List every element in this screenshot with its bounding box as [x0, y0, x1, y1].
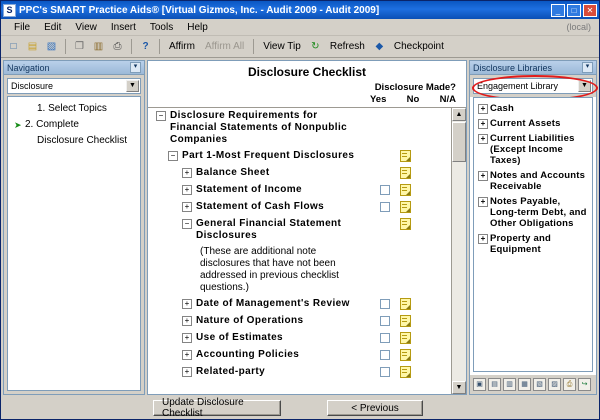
checkbox-yes[interactable]	[360, 111, 370, 121]
cut-icon[interactable]: ▥	[503, 378, 516, 391]
checklist-row-label: Part 1-Most Frequent Disclosures	[182, 150, 355, 161]
window-title: PPC's SMART Practice Aids® [Virtual Gizmos, Inc. - Audit 2009 - Audit 2009]	[19, 4, 380, 16]
note-icon[interactable]	[400, 184, 411, 196]
properties-icon[interactable]: ▨	[548, 378, 561, 391]
checklist-row-controls	[356, 349, 452, 361]
checklist-row[interactable]	[148, 199, 452, 216]
checkbox-yes[interactable]	[360, 316, 370, 326]
expander-icon[interactable]: +	[182, 185, 192, 195]
note-icon[interactable]	[400, 150, 411, 162]
navigation-panel-title: Navigation	[7, 62, 50, 73]
checkbox-no[interactable]	[380, 168, 390, 178]
column-header-na: N/A	[439, 94, 456, 105]
menu-bar	[1, 19, 599, 36]
save-icon[interactable]: ▧	[46, 41, 57, 52]
minimize-button[interactable]: _	[551, 4, 565, 17]
step-marker-1	[26, 103, 37, 115]
note-icon[interactable]	[400, 332, 411, 344]
library-dropdown-value: Engagement Library	[477, 81, 559, 91]
libraries-panel-header	[470, 61, 596, 75]
library-item[interactable]	[476, 131, 590, 168]
checklist-row-label: Statement of Cash Flows	[196, 201, 325, 212]
print-icon[interactable]: ⎙	[563, 378, 576, 391]
navigation-steps-list	[7, 96, 141, 391]
checklist-row[interactable]	[148, 165, 452, 182]
checklist-row-note-text: (These are additional note disclosures that have not been addressed in previous checklist questions.)	[200, 246, 339, 293]
menu-item-file[interactable]: File	[14, 21, 31, 33]
checklist-row-label: Related-party	[196, 366, 266, 377]
column-header-no: No	[406, 94, 420, 105]
checkbox-na[interactable]	[380, 333, 390, 343]
library-item-label: Notes and Accounts Receivable	[490, 170, 586, 192]
library-item-label: Notes Payable, Long-term Debt, and Other Obligations	[490, 196, 587, 229]
view-tip-button[interactable]: View Tip	[263, 41, 301, 52]
note-icon[interactable]	[400, 218, 411, 230]
checkbox-no[interactable]	[380, 151, 390, 161]
checklist-row[interactable]	[148, 216, 452, 244]
checkbox-yes[interactable]	[360, 168, 370, 178]
checklist-rows	[148, 108, 452, 394]
checklist-row-label: Balance Sheet	[196, 167, 270, 178]
expander-icon[interactable]: +	[478, 197, 488, 207]
checklist-row[interactable]	[148, 296, 452, 313]
checkbox-na[interactable]	[380, 185, 390, 195]
step-marker-3	[26, 135, 37, 147]
checklist-row[interactable]	[148, 364, 452, 381]
disclosure-libraries-panel	[469, 60, 597, 395]
checklist-row-controls	[356, 298, 452, 310]
menu-item-help[interactable]: Help	[187, 21, 208, 33]
print-icon[interactable]: ⎙	[113, 41, 122, 52]
checkbox-yes[interactable]	[360, 350, 370, 360]
library-item[interactable]	[476, 101, 590, 116]
checkbox-na[interactable]	[400, 111, 410, 121]
note-icon[interactable]	[400, 167, 411, 179]
toolbar-separator	[65, 39, 66, 54]
library-item[interactable]	[476, 116, 590, 131]
checklist-row-controls	[356, 332, 452, 344]
expander-icon[interactable]: −	[182, 219, 192, 229]
disclosure-made-header	[148, 82, 466, 93]
checklist-scrollbar[interactable]	[451, 108, 466, 394]
previous-button[interactable]: < Previous	[327, 400, 423, 416]
checklist-row-label: Nature of Operations	[196, 315, 304, 326]
current-step-arrow-icon: ➤	[14, 120, 22, 130]
chevron-down-icon[interactable]: ▼	[578, 80, 591, 92]
navigation-combo-row	[4, 75, 144, 96]
affirm-all-button[interactable]: Affirm All	[204, 41, 245, 52]
library-item[interactable]	[476, 231, 590, 257]
expander-icon[interactable]: +	[182, 168, 192, 178]
checkbox-no[interactable]	[380, 111, 390, 121]
main-body	[1, 58, 599, 397]
sidebar-item-label: 1. Select Topics	[37, 103, 107, 114]
checklist-row-controls	[356, 201, 452, 213]
checkbox-na[interactable]	[380, 316, 390, 326]
yes-no-na-header	[148, 93, 466, 105]
checklist-row[interactable]	[148, 148, 452, 165]
new-library-icon[interactable]: ▣	[473, 378, 486, 391]
checkbox-no[interactable]	[380, 219, 390, 229]
checklist-row-label: General Financial Statement Disclosures	[196, 218, 342, 241]
open-folder-icon[interactable]: ▤	[27, 41, 38, 52]
checklist-note-row	[148, 244, 452, 296]
new-icon[interactable]: □	[10, 41, 17, 52]
checkbox-na[interactable]	[380, 350, 390, 360]
footer-bar	[1, 397, 599, 419]
navigation-panel	[3, 60, 145, 395]
note-icon[interactable]	[400, 315, 411, 327]
paste-icon[interactable]: ▥	[93, 41, 104, 52]
library-item-label: Property and Equipment	[490, 233, 551, 255]
checklist-row-label: Use of Estimates	[196, 332, 283, 343]
note-icon[interactable]	[400, 349, 411, 361]
menu-item-insert[interactable]: Insert	[110, 21, 136, 33]
libraries-panel-title: Disclosure Libraries	[473, 62, 553, 73]
expander-icon[interactable]: −	[168, 151, 178, 161]
expander-icon[interactable]: −	[156, 111, 166, 121]
copy-icon[interactable]: ❐	[75, 41, 84, 52]
checkpoint-button[interactable]: Checkpoint	[393, 41, 444, 52]
expander-icon[interactable]: +	[478, 234, 488, 244]
sidebar-item-complete[interactable]	[10, 117, 138, 133]
checkbox-na[interactable]	[380, 367, 390, 377]
checklist-scroll-area	[148, 107, 466, 394]
sidebar-item-label: Disclosure Checklist	[37, 135, 128, 146]
checklist-row-controls	[356, 218, 452, 230]
checklist-row-controls	[356, 366, 452, 378]
checklist-row-label: Date of Management's Review	[196, 298, 350, 309]
refresh-button[interactable]: Refresh	[329, 41, 365, 52]
expander-icon[interactable]: +	[182, 367, 192, 377]
chevron-down-icon[interactable]: ▼	[126, 80, 139, 92]
checklist-row[interactable]	[148, 313, 452, 330]
update-disclosure-checklist-button[interactable]: Update Disclosure Checklist	[153, 400, 281, 416]
checkbox-na[interactable]	[380, 299, 390, 309]
library-item[interactable]	[476, 168, 590, 194]
navigation-dropdown[interactable]	[7, 78, 141, 94]
checklist-row[interactable]	[148, 347, 452, 364]
library-item-label: Current Assets	[490, 118, 561, 129]
checklist-row[interactable]	[148, 182, 452, 199]
disclosure-made-label: Disclosure Made?	[374, 82, 456, 93]
library-items-list	[473, 97, 593, 372]
scroll-down-button[interactable]: ▼	[452, 381, 466, 394]
checkbox-yes[interactable]	[360, 185, 370, 195]
checklist-row-label: Disclosure Requirements for Financial Statements of Nonpublic Companies	[170, 110, 348, 145]
sidebar-item-select-topics[interactable]	[10, 101, 138, 117]
affirm-button[interactable]: Affirm	[169, 41, 195, 52]
library-item-label: Cash	[490, 103, 515, 114]
expander-icon[interactable]: +	[182, 299, 192, 309]
library-dropdown[interactable]	[473, 78, 593, 94]
checkbox-yes[interactable]	[360, 367, 370, 377]
checkbox-yes[interactable]	[360, 333, 370, 343]
checkbox-yes[interactable]	[360, 219, 370, 229]
library-toolbar	[470, 375, 596, 394]
checklist-row[interactable]	[148, 330, 452, 347]
toolbar-separator-4	[253, 39, 254, 54]
expander-icon[interactable]: +	[478, 134, 488, 144]
sidebar-item-disclosure-checklist[interactable]	[10, 133, 138, 149]
refresh-icon[interactable]: ↻	[311, 41, 320, 52]
library-combo-row	[470, 75, 596, 97]
checkbox-yes[interactable]	[360, 299, 370, 309]
page-title: Disclosure Checklist	[247, 65, 367, 79]
checklist-row-controls	[356, 167, 452, 179]
maximize-button[interactable]: □	[567, 4, 581, 17]
window-controls	[551, 4, 597, 17]
expander-icon[interactable]: +	[182, 316, 192, 326]
export-icon[interactable]: ↪	[578, 378, 591, 391]
scroll-up-button[interactable]: ▲	[452, 108, 466, 121]
toolbar-separator-3	[159, 39, 160, 54]
menu-item-tools[interactable]: Tools	[149, 21, 174, 33]
navigation-dropdown-value: Disclosure	[11, 81, 54, 91]
libraries-panel-menu-icon[interactable]: ▾	[582, 62, 593, 73]
paste-icon[interactable]: ▦	[518, 378, 531, 391]
expander-icon[interactable]: +	[182, 333, 192, 343]
menu-item-edit[interactable]: Edit	[44, 21, 62, 33]
note-icon[interactable]	[400, 298, 411, 310]
checklist-row-label: Accounting Policies	[196, 349, 300, 360]
app-icon: S	[3, 4, 16, 17]
expander-icon[interactable]: +	[478, 171, 488, 181]
expander-icon[interactable]: +	[182, 202, 192, 212]
checkbox-yes[interactable]	[360, 151, 370, 161]
library-item-label: Current Liabilities (Except Income Taxes)	[490, 133, 575, 166]
title-bar	[1, 1, 599, 19]
column-header-yes: Yes	[370, 94, 387, 105]
expander-icon[interactable]: +	[182, 350, 192, 360]
copy-icon[interactable]: ▤	[488, 378, 501, 391]
menu-item-view[interactable]: View	[75, 21, 97, 33]
expander-icon[interactable]: +	[478, 119, 488, 129]
checklist-row-controls	[356, 184, 452, 196]
navigation-panel-menu-icon[interactable]: ▾	[130, 62, 141, 73]
navigation-panel-header	[4, 61, 144, 75]
help-icon[interactable]: ?	[142, 41, 149, 52]
checklist-row-controls	[356, 110, 452, 121]
checkbox-na[interactable]	[380, 202, 390, 212]
checklist-panel	[147, 60, 467, 395]
delete-icon[interactable]: ▧	[533, 378, 546, 391]
close-button[interactable]: ✕	[583, 4, 597, 17]
checkpoint-icon[interactable]: ◆	[375, 41, 384, 52]
navigation-body	[4, 75, 144, 394]
library-item[interactable]	[476, 194, 590, 231]
connection-status: (local)	[566, 22, 591, 32]
scrollbar-thumb[interactable]	[452, 122, 466, 162]
checkbox-yes[interactable]	[360, 202, 370, 212]
checklist-row-label: Statement of Income	[196, 184, 302, 195]
note-icon[interactable]	[400, 201, 411, 213]
sidebar-item-label: 2. Complete	[25, 119, 79, 130]
checklist-row-controls	[356, 315, 452, 327]
note-icon[interactable]	[400, 366, 411, 378]
expander-icon[interactable]: +	[478, 104, 488, 114]
checklist-row-controls	[356, 150, 452, 162]
checklist-row[interactable]	[148, 108, 452, 148]
toolbar	[1, 36, 599, 58]
toolbar-separator-2	[131, 39, 132, 54]
